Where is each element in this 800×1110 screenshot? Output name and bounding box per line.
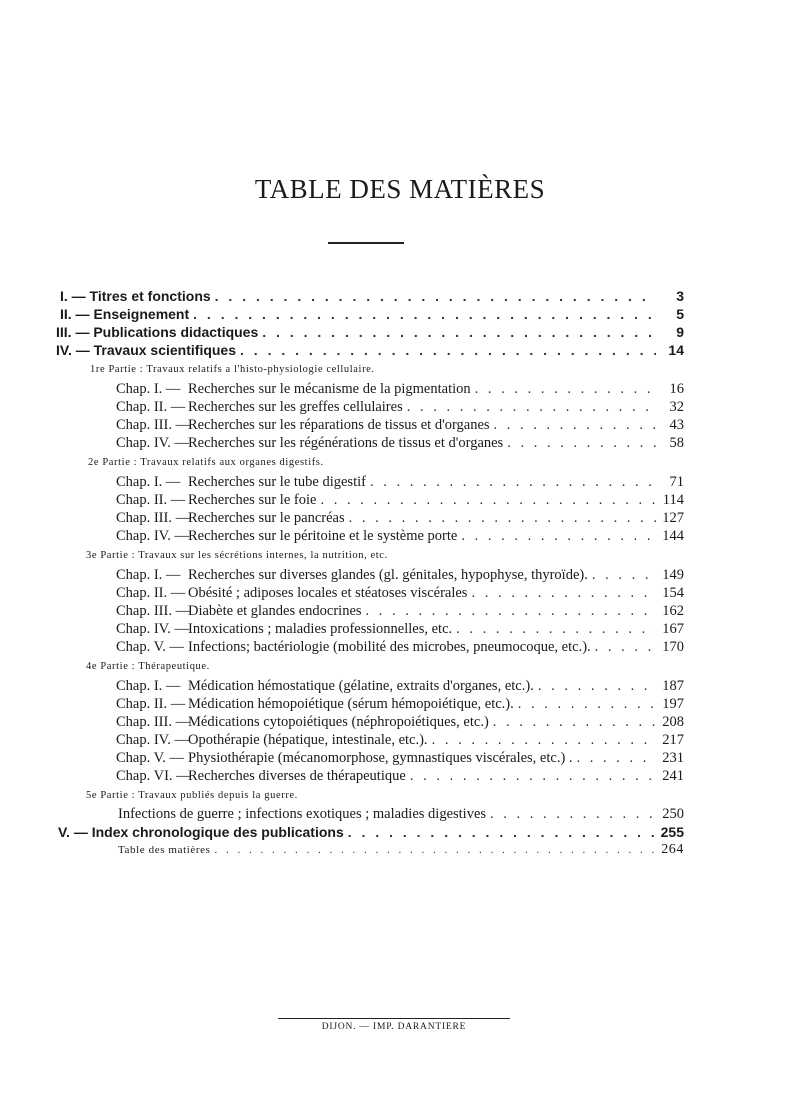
toc-entry-enseignement[interactable] <box>60 305 684 323</box>
toc-entry-page: 162 <box>662 603 684 619</box>
toc-entry-page: 43 <box>669 417 684 433</box>
chapter-title: Médications cytopoiétiques (néphropoiétiques, etc.) <box>188 714 489 730</box>
toc-chapter-1-2[interactable] <box>116 398 684 416</box>
toc-entry-page: 241 <box>662 768 684 784</box>
dot-leader <box>348 823 656 841</box>
dot-leader <box>518 695 656 713</box>
chapter-number: Chap. VI. — <box>116 768 191 784</box>
chapter-number: Chap. II. — <box>116 585 186 601</box>
toc-entry-label: I. — Titres et fonctions <box>60 288 211 304</box>
toc-entry-page: 217 <box>662 732 684 748</box>
dot-leader <box>370 473 656 491</box>
chapter-number: Chap. III. — <box>116 714 191 730</box>
chapter-title: Recherches diverses de thérapeutique <box>188 768 406 784</box>
dot-leader <box>494 416 656 434</box>
dot-leader <box>349 509 656 527</box>
chapter-title: Médication hémostatique (gélatine, extraits d'organes, etc.). <box>188 678 534 694</box>
toc-entry-page: 208 <box>662 714 684 730</box>
dot-leader <box>215 841 657 859</box>
dot-leader <box>193 305 656 323</box>
part-heading-3 <box>86 548 388 564</box>
chapter-number: Chap. I. — <box>116 567 181 583</box>
toc-chapter-1-4[interactable] <box>116 434 684 452</box>
toc-entry-page: 3 <box>676 288 684 304</box>
dot-leader <box>432 731 656 749</box>
toc-entry-publications-didactiques[interactable] <box>56 323 684 341</box>
chapter-title: Recherches sur le mécanisme de la pigmentation <box>188 381 471 397</box>
toc-entry-titres[interactable] <box>60 287 684 305</box>
chapter-title: Recherches sur les greffes cellulaires <box>188 399 403 415</box>
part-heading-number: 1re <box>90 364 106 375</box>
toc-entry-page: 5 <box>676 306 684 322</box>
toc-chapter-3-5[interactable] <box>116 638 684 656</box>
part-heading-2 <box>88 455 324 471</box>
dot-leader <box>410 767 656 785</box>
dot-leader <box>366 602 656 620</box>
chapter-title: Recherches sur le pancréas <box>188 510 345 526</box>
dot-leader <box>471 584 656 602</box>
chapter-number: Chap. I. — <box>116 381 181 397</box>
toc-entry-label: III. — Publications didactiques <box>56 324 259 340</box>
chapter-number: Chap. I. — <box>116 678 181 694</box>
toc-entry-label: Infections de guerre ; infections exotiques ; maladies digestives <box>118 806 487 822</box>
toc-chapter-4-3[interactable] <box>116 713 684 731</box>
toc-entry-index[interactable] <box>58 823 684 841</box>
part-heading-label: Partie : Travaux relatifs aux organes digestifs. <box>102 457 324 468</box>
dot-leader <box>456 620 656 638</box>
toc-chapter-1-1[interactable] <box>116 380 684 398</box>
part-heading-label: Partie : Thérapeutique. <box>100 661 210 672</box>
toc-entry-page: 149 <box>662 567 684 583</box>
chapter-title: Recherches sur les réparations de tissus et d'organes <box>188 417 490 433</box>
chapter-title: Infections; bactériologie (mobilité des microbes, pneumocoque, etc.). <box>188 639 591 655</box>
toc-entry-page: 14 <box>668 342 684 358</box>
part-heading-number: 2e <box>88 457 100 468</box>
toc-chapter-2-1[interactable] <box>116 473 684 491</box>
chapter-number: Chap. IV. — <box>116 732 190 748</box>
toc-entry-label: Table des matières <box>118 844 211 856</box>
toc-chapter-3-3[interactable] <box>116 602 684 620</box>
dot-leader <box>461 527 656 545</box>
toc-entry-page: 32 <box>669 399 684 415</box>
toc-entry-page: 231 <box>662 750 684 766</box>
toc-chapter-2-2[interactable] <box>116 491 684 509</box>
toc-entry-label: II. — Enseignement <box>60 306 190 322</box>
chapter-title: Recherches sur le tube digestif <box>188 474 366 490</box>
toc-entry-page: 167 <box>662 621 684 637</box>
chapter-number: Chap. I. — <box>116 474 181 490</box>
toc-chapter-4-4[interactable] <box>116 731 684 749</box>
toc-chapter-2-3[interactable] <box>116 509 684 527</box>
part-heading-5 <box>86 788 298 804</box>
dot-leader <box>538 677 656 695</box>
chapter-title: Recherches sur le foie <box>188 492 317 508</box>
toc-chapter-2-4[interactable] <box>116 527 684 545</box>
part-heading-number: 3e <box>86 550 98 561</box>
toc-chapter-3-2[interactable] <box>116 584 684 602</box>
part-heading-label: Partie : Travaux publiés depuis la guerre. <box>100 790 298 801</box>
part-heading-1 <box>90 362 375 378</box>
toc-chapter-4-1[interactable] <box>116 677 684 695</box>
toc-entry-page: 264 <box>661 842 684 857</box>
toc-entry-label: IV. — Travaux scientifiques <box>56 342 237 358</box>
part-heading-label: Partie : Travaux relatifs a l'histo-physiologie cellulaire. <box>108 364 375 375</box>
toc-chapter-4-2[interactable] <box>116 695 684 713</box>
toc-entry-page: 9 <box>676 324 684 340</box>
dot-leader <box>493 713 656 731</box>
chapter-title: Obésité ; adiposes locales et stéatoses viscérales <box>188 585 468 601</box>
dot-leader <box>592 566 656 584</box>
dot-leader <box>577 749 656 767</box>
chapter-number: Chap. III. — <box>116 603 191 619</box>
part-heading-label: Partie : Travaux sur les sécrétions internes, la nutrition, etc. <box>100 550 388 561</box>
toc-chapter-3-4[interactable] <box>116 620 684 638</box>
page-title: TABLE DES MATIÈRES <box>254 174 546 204</box>
chapter-title: Diabète et glandes endocrines <box>188 603 362 619</box>
dot-leader <box>407 398 656 416</box>
toc-entry-page: 250 <box>662 806 684 822</box>
chapter-title: Recherches sur les régénérations de tissus et d'organes <box>188 435 504 451</box>
dot-leader <box>240 341 656 359</box>
toc-entry-label: V. — Index chronologique des publications <box>58 824 344 840</box>
chapter-number: Chap. III. — <box>116 510 191 526</box>
dot-leader <box>490 805 656 823</box>
toc-chapter-1-3[interactable] <box>116 416 684 434</box>
toc-entry-travaux-scientifiques[interactable] <box>56 341 684 359</box>
chapter-title: Physiothérapie (mécanomorphose, gymnastiques viscérales, etc.) . <box>188 750 573 766</box>
chapter-number: Chap. IV. — <box>116 621 190 637</box>
toc-chapter-4-5[interactable] <box>116 749 684 767</box>
toc-entry-table[interactable] <box>118 841 684 859</box>
toc-entry-page: 187 <box>662 678 684 694</box>
toc-entry-part5[interactable] <box>118 805 684 823</box>
toc-chapter-3-1[interactable] <box>116 566 684 584</box>
toc-entry-page: 144 <box>662 528 684 544</box>
dot-leader <box>507 434 656 452</box>
chapter-number: Chap. V. — <box>116 639 184 655</box>
chapter-title: Recherches sur le péritoine et le système porte <box>188 528 458 544</box>
toc-entry-page: 127 <box>662 510 684 526</box>
chapter-title: Intoxications ; maladies professionnelles, etc. <box>188 621 453 637</box>
dot-leader <box>320 491 656 509</box>
title-divider <box>328 242 404 244</box>
chapter-number: Chap. II. — <box>116 399 186 415</box>
chapter-number: Chap. V. — <box>116 750 184 766</box>
dot-leader <box>475 380 656 398</box>
toc-entry-page: 154 <box>662 585 684 601</box>
chapter-number: Chap. II. — <box>116 492 186 508</box>
chapter-title: Médication hémopoiétique (sérum hémopoiétique, etc.). <box>188 696 514 712</box>
dot-leader <box>595 638 656 656</box>
part-heading-number: 4e <box>86 661 98 672</box>
toc-chapter-4-6[interactable] <box>116 767 684 785</box>
chapter-number: Chap. IV. — <box>116 528 190 544</box>
printer-imprint: DIJON. — IMP. DARANTIERE <box>321 1022 467 1032</box>
dot-leader <box>215 287 656 305</box>
part-heading-4 <box>86 659 210 675</box>
chapter-number: Chap. IV. — <box>116 435 190 451</box>
chapter-number: Chap. III. — <box>116 417 191 433</box>
toc-entry-page: 255 <box>660 824 684 840</box>
toc-entry-page: 71 <box>669 474 684 490</box>
toc-entry-page: 114 <box>662 492 684 508</box>
chapter-title: Opothérapie (hépatique, intestinale, etc.). <box>188 732 428 748</box>
part-heading-number: 5e <box>86 790 98 801</box>
dot-leader <box>262 323 656 341</box>
toc-entry-page: 58 <box>669 435 684 451</box>
chapter-title: Recherches sur diverses glandes (gl. génitales, hypophyse, thyroïde). <box>188 567 588 583</box>
toc-entry-page: 197 <box>662 696 684 712</box>
toc-entry-page: 170 <box>662 639 684 655</box>
footer-divider <box>278 1018 510 1019</box>
chapter-number: Chap. II. — <box>116 696 186 712</box>
toc-entry-page: 16 <box>669 381 684 397</box>
